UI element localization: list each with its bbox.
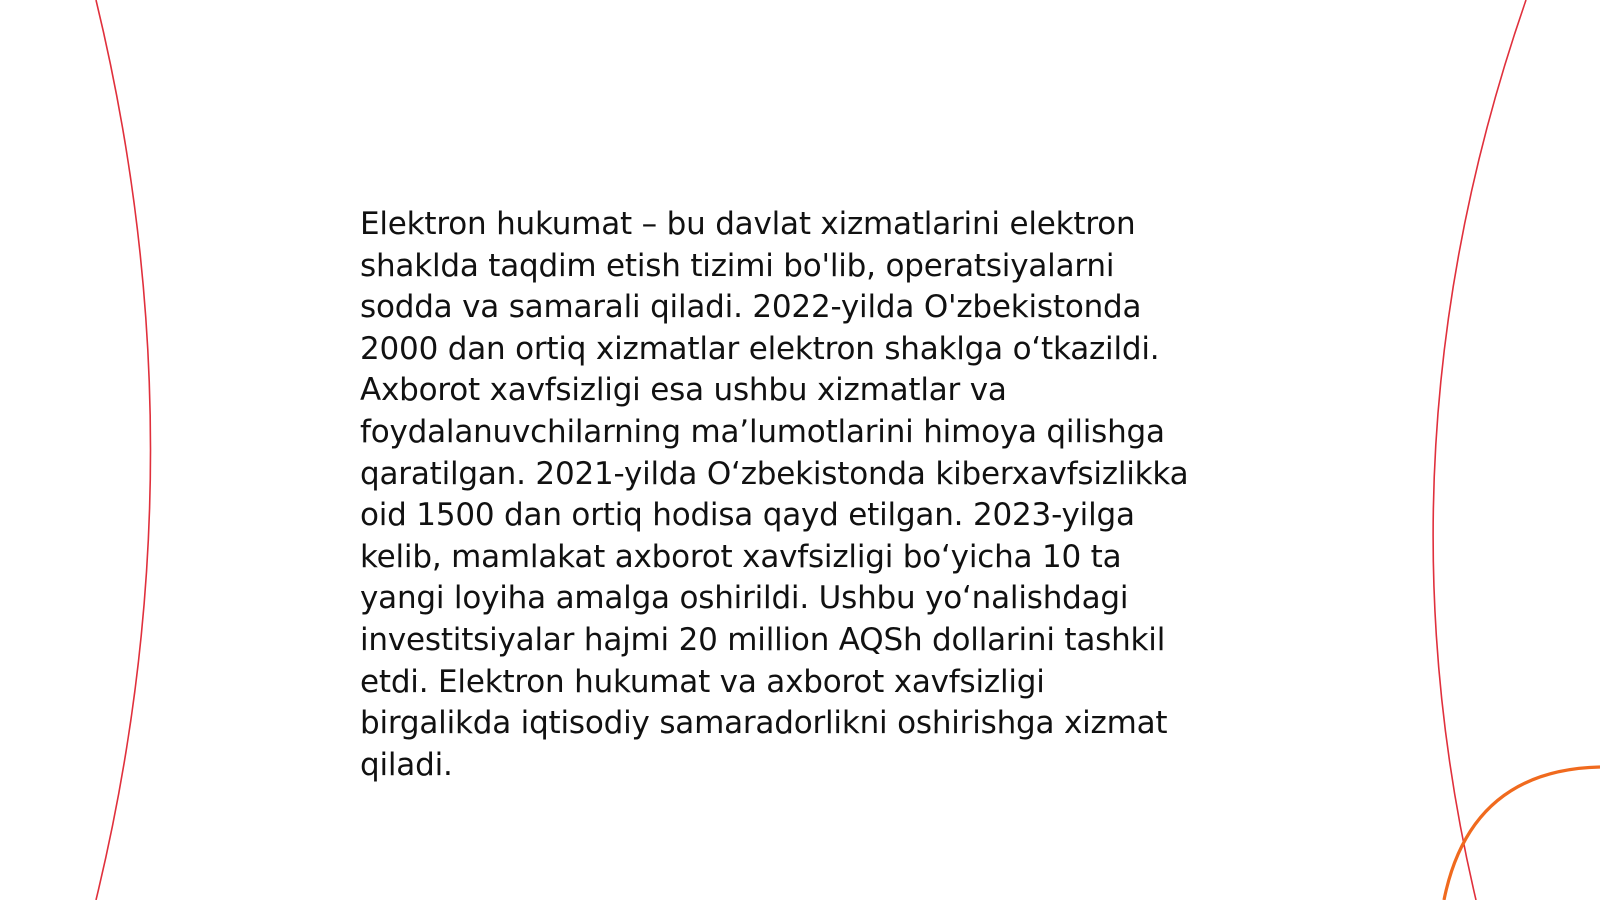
text-line: qiladi. bbox=[360, 746, 453, 783]
text-line: investitsiyalar hajmi 20 million AQSh dollarini tashkil bbox=[360, 621, 1166, 658]
text-line: 2000 dan ortiq xizmatlar elektron shaklga o‘tkazildi. bbox=[360, 330, 1160, 367]
text-line: etdi. Elektron hukumat va axborot xavfsizligi bbox=[360, 663, 1045, 700]
bottom-right-accent-arc bbox=[1444, 767, 1600, 900]
right-arc-line bbox=[1433, 0, 1526, 900]
text-line: birgalikda iqtisodiy samaradorlikni oshirishga xizmat bbox=[360, 705, 1168, 742]
text-line: foydalanuvchilarning ma’lumotlarini himoya qilishga bbox=[360, 413, 1165, 450]
text-line: yangi loyiha amalga oshirildi. Ushbu yo‘nalishdagi bbox=[360, 580, 1129, 617]
left-arc-line bbox=[96, 0, 151, 900]
text-line: Elektron hukumat – bu davlat xizmatlarini elektron bbox=[360, 206, 1136, 242]
text-line: Axborot xavfsizligi esa ushbu xizmatlar va bbox=[360, 372, 1007, 409]
text-line: kelib, mamlakat axborot xavfsizligi bo‘yicha 10 ta bbox=[360, 538, 1122, 575]
text-line: oid 1500 dan ortiq hodisa qayd etilgan. 2023-yilga bbox=[360, 497, 1135, 534]
text-line: shaklda taqdim etish tizimi bo'lib, operatsiyalarni bbox=[360, 247, 1115, 284]
text-line: qaratilgan. 2021-yilda O‘zbekistonda kiberxavfsizlikka bbox=[360, 455, 1189, 492]
text-line: sodda va samarali qiladi. 2022-yilda O'zbekistonda bbox=[360, 289, 1142, 326]
slide-body-text bbox=[360, 204, 1240, 786]
